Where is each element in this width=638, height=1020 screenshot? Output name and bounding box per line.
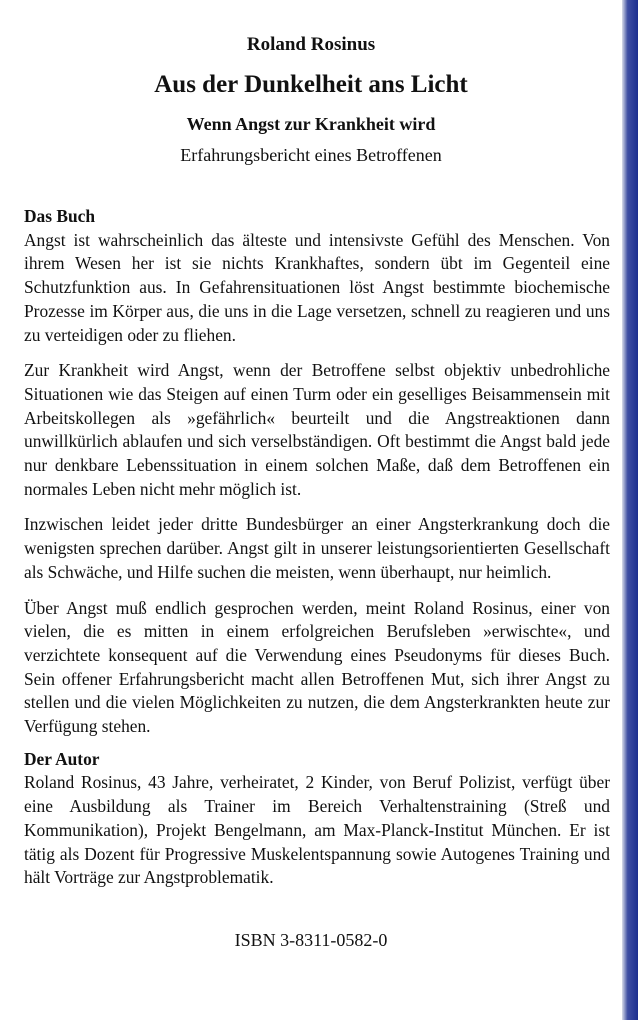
book-paragraph: Inzwischen leidet jeder dritte Bundesbürger an einer Angsterkrankung doch die wenigsten sprechen darüber. Angst gilt in unserer leistungsorientierten Gesellschaft als Schwäche, und Hilfe suchen die meisten, wenn überhaupt, nur heimlich.: [24, 514, 610, 582]
cover-edge-strip: [622, 0, 638, 1020]
author-section-heading: Der Autor: [24, 748, 100, 769]
isbn-number: ISBN 3-8311-0582-0: [234, 930, 388, 950]
blurb-body: [24, 205, 610, 902]
book-subtitle: Wenn Angst zur Krankheit wird: [186, 114, 436, 134]
book-paragraph: Zur Krankheit wird Angst, wenn der Betroffene selbst objektiv unbedrohliche Situationen wie das Steigen auf einen Turm oder ein geselliges Beisammensein mit Arbeitskollegen als »gefährlich« beurteilt und die Angstreaktionen dann unwillkürlich ablaufen und sich verselbständigen. Oft bestimmt die Angst bald jede nur denkbare Lebenssituation in einem solchen Maße, daß dem Betroffenen ein normales Leben nicht mehr möglich ist.: [24, 360, 610, 499]
book-title: Aus der Dunkelheit ans Licht: [154, 71, 468, 98]
book-tagline: Erfahrungsbericht eines Betroffenen: [180, 145, 442, 165]
author-paragraph: Roland Rosinus, 43 Jahre, verheiratet, 2 Kinder, von Beruf Polizist, verfügt über eine Ausbildung als Trainer im Bereich Verhaltenstraining (Streß und Kommunikation), Projekt Bengelmann, am Max-Planck-Institut München. Er ist tätig als Dozent für Progressive Muskelentspannung sowie Autogenes Training und hält Vorträge zur Angstproblematik.: [24, 772, 610, 888]
book-paragraph: Angst ist wahrscheinlich das älteste und intensivste Gefühl des Menschen. Von ihrem Wesen her ist sie nichts Krankhaftes, sondern übt im Gegenteil eine Schutzfunktion aus. In Gefahrensituationen löst Angst bestimmte biochemische Prozesse im Körper aus, die uns in die Lage versetzen, schnell zu reagieren und uns zu verteidigen oder zu fliehen.: [24, 229, 610, 345]
book-paragraph: Über Angst muß endlich gesprochen werden, meint Roland Rosinus, einer von vielen, die es mitten in einem erfolgreichen Berufsleben »erwischte«, und verzichtete konsequent auf die Verwendung eines Pseudonyms für dieses Buch. Sein offener Erfahrungsbericht macht allen Betroffenen Mut, sich ihrer Angst zu stellen und die vielen Möglichkeiten zu nutzen, die dem Angsterkrankten heute zur Verfügung stehen.: [24, 597, 610, 737]
author-name: Roland Rosinus: [246, 34, 376, 55]
book-section-heading: Das Buch: [24, 206, 96, 226]
